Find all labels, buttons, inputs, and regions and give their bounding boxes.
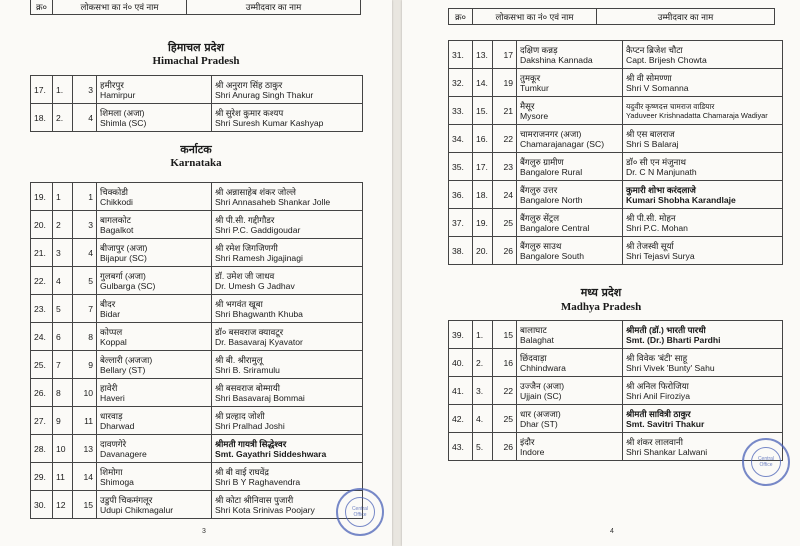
serial-number: 18. [31,104,53,132]
constituency-number: 22 [493,125,517,153]
serial-number: 22. [31,267,53,295]
state-serial: 9 [53,407,73,435]
table-row [449,349,783,377]
candidate-name-hindi: श्री बसवराज बोम्मायी [215,382,280,393]
state-serial: 11 [53,463,73,491]
constituency-name-english: Dharwad [100,420,135,431]
state-serial: 13. [473,41,493,69]
table-row [31,491,363,519]
candidate-name [623,377,783,405]
constituency-name [97,104,212,132]
state-serial: 10 [53,435,73,463]
constituency-name [97,183,212,211]
table-row [31,463,363,491]
table-row [31,76,363,104]
candidate-name [623,41,783,69]
serial-number: 19. [31,183,53,211]
constituency-name-english: Koppal [100,336,127,347]
candidate-name [212,295,363,323]
table-row [449,237,783,265]
state-serial: 4. [473,405,493,433]
constituency-name-english: Bangalore Central [520,222,590,233]
serial-number: 28. [31,435,53,463]
state-title-hindi: मध्य प्रदेश [580,286,622,299]
candidate-name-english: Shri Annasaheb Shankar Jolle [215,196,331,207]
candidate-name-english: Dr. Basavaraj Kyavator [215,336,303,347]
constituency-number: 3 [73,211,97,239]
candidate-name-hindi: श्री कोटा श्रीनिवास पुजारी [215,494,294,505]
constituency-name-english: Gulbarga (SC) [100,280,156,291]
header-candidate: उम्मीदवार का नाम [187,0,361,15]
candidate-name-english: Shri V Somanna [626,82,689,93]
constituency-name [517,321,623,349]
candidate-name [623,321,783,349]
candidate-name [623,237,783,265]
constituency-name-english: Udupi Chikmagalur [100,504,174,515]
serial-number: 37. [449,209,473,237]
candidate-name-english: Dr. C N Manjunath [626,166,697,177]
state-serial: 5 [53,295,73,323]
karnataka-table-continued [448,40,783,265]
candidate-name-hindi: श्री रमेश जिगजिणगी [215,242,278,253]
state-serial: 4 [53,267,73,295]
constituency-name-hindi: छिंदवाड़ा [520,352,547,363]
state-serial: 3. [473,377,493,405]
candidate-name-english: Smt. Savitri Thakur [626,418,705,429]
constituency-name-english: Bangalore North [520,194,583,205]
table-row [449,377,783,405]
candidate-name [212,183,363,211]
constituency-name [517,209,623,237]
constituency-number: 4 [73,239,97,267]
candidate-name [212,267,363,295]
page-number: 3 [202,528,206,535]
table-row [31,267,363,295]
constituency-number: 25 [493,405,517,433]
candidate-name-hindi: श्री वी सोमण्णा [626,72,672,83]
constituency-number: 9 [73,351,97,379]
constituency-name-hindi: बैंगलुरु उत्तर [520,184,558,195]
candidate-name-english: Shri S Balaraj [626,138,679,149]
table-row [31,351,363,379]
constituency-name-english: Bijapur (SC) [100,252,147,263]
state-serial: 16. [473,125,493,153]
constituency-name-english: Chamarajanagar (SC) [520,138,605,149]
constituency-name [97,239,212,267]
candidate-name-english: Shri Suresh Kumar Kashyap [215,117,324,128]
column-header [448,8,775,25]
candidate-name-english: Kumari Shobha Karandlaje [626,194,736,205]
constituency-number: 15 [493,321,517,349]
state-serial: 18. [473,181,493,209]
constituency-name-english: Haveri [100,392,125,403]
constituency-name [517,97,623,125]
stamp-text: Central Office [351,506,369,518]
table-row [31,379,363,407]
constituency-name [517,41,623,69]
constituency-number: 15 [73,491,97,519]
constituency-number: 26 [493,433,517,461]
himachal-table [30,75,363,132]
constituency-name-hindi: दक्षिण कन्नड़ [520,44,558,55]
candidate-name-hindi: कुमारी शोभा करंदलाजे [626,184,696,195]
candidate-name-english: Shri Vivek 'Bunty' Sahu [626,362,715,373]
office-seal-stamp [336,488,384,536]
constituency-name-hindi: दावणगेरे [100,438,127,449]
table-row [449,181,783,209]
table-row [449,125,783,153]
candidate-name-hindi: श्रीमती गायत्री सिद्धेश्वर [215,438,287,449]
candidate-name-hindi: श्री तेजस्वी सूर्या [626,240,674,251]
serial-number: 30. [31,491,53,519]
table-row [31,323,363,351]
serial-number: 20. [31,211,53,239]
constituency-number: 7 [73,295,97,323]
constituency-name-english: Ujjain (SC) [520,390,562,401]
table-row [449,209,783,237]
header-constituency: लोकसभा का नं० एवं नाम [53,0,187,15]
constituency-number: 14 [73,463,97,491]
candidate-name-hindi: श्री पी.सी. मोहन [626,212,676,223]
constituency-name-hindi: कोप्पल [100,326,123,337]
candidate-name-hindi: श्रीमती सावित्री ठाकुर [626,408,691,419]
candidate-name-hindi: डॉ० बसवराज क्यावटूर [215,326,284,337]
state-title-hindi: कर्नाटक [180,143,212,156]
constituency-number: 24 [493,181,517,209]
candidate-name [623,125,783,153]
constituency-number: 5 [73,267,97,295]
state-serial: 19. [473,209,493,237]
constituency-name-english: Balaghat [520,334,554,345]
candidate-name-hindi: श्री प्रल्हाद जोशी [215,410,265,421]
table-row [31,211,363,239]
candidate-name-hindi: श्री बी वाई राघवेंद्र [215,466,269,477]
constituency-number: 19 [493,69,517,97]
candidate-name-english: Shri P.C. Gaddigoudar [215,224,301,235]
constituency-name-hindi: बालाघाट [520,324,547,335]
state-serial: 2. [53,104,73,132]
table-row [31,435,363,463]
state-serial: 1. [473,321,493,349]
candidate-name-english: Smt. Gayathri Siddeshwara [215,448,327,459]
candidate-name [623,405,783,433]
serial-number: 43. [449,433,473,461]
constituency-name [517,433,623,461]
constituency-name [97,76,212,104]
constituency-name-english: Bangalore South [520,250,585,261]
constituency-number: 17 [493,41,517,69]
constituency-name-hindi: बीदर [100,298,116,309]
candidate-name-english: Shri Kota Srinivas Poojary [215,504,315,515]
table-row [449,153,783,181]
table-row [449,41,783,69]
candidate-name [212,463,363,491]
table-row [449,405,783,433]
constituency-name-hindi: उज्जैन (अजा) [520,380,565,391]
constituency-number: 10 [73,379,97,407]
constituency-name-hindi: बैंगलुरु सेंट्रल [520,212,560,223]
constituency-name-hindi: चामराजनगर (अजा) [520,128,582,139]
constituency-name-english: Chhindwara [520,362,566,373]
state-serial: 2. [473,349,493,377]
constituency-name [97,351,212,379]
candidate-name-english: Dr. Umesh G Jadhav [215,280,295,291]
constituency-name-hindi: बैंगलुरु साउथ [520,240,562,251]
constituency-number: 22 [493,377,517,405]
constituency-name-hindi: बागलकोट [100,214,131,225]
table-row [31,407,363,435]
serial-number: 42. [449,405,473,433]
candidate-name [623,97,783,125]
candidate-name-hindi: यदुवीर कृष्णदत्त चामराज वाडियार [626,101,715,111]
stamp-text: Central Office [757,456,775,468]
candidate-name [623,209,783,237]
constituency-name-hindi: हावेरी [100,382,118,393]
constituency-name-english: Chikkodi [100,196,133,207]
constituency-name-english: Hamirpur [100,89,136,100]
candidate-name-english: Shri Shankar Lalwani [626,446,708,457]
constituency-number: 11 [73,407,97,435]
table-row [449,321,783,349]
constituency-number: 13 [73,435,97,463]
candidate-name-hindi: श्री अन्नासाहेब शंकर जोल्ले [215,186,296,197]
constituency-name [97,407,212,435]
constituency-name-english: Shimoga [100,476,134,487]
state-serial: 15. [473,97,493,125]
madhya-pradesh-table [448,320,783,461]
constituency-number: 16 [493,349,517,377]
candidate-name [212,104,363,132]
candidate-name [212,435,363,463]
constituency-name [517,181,623,209]
constituency-name [97,463,212,491]
candidate-name [623,153,783,181]
constituency-name-hindi: शिमोगा [100,466,123,477]
constituency-name [97,435,212,463]
candidate-name-english: Shri Anurag Singh Thakur [215,89,314,100]
table-row [449,69,783,97]
state-serial: 5. [473,433,493,461]
constituency-name-hindi: शिमला (अजा) [100,107,145,118]
constituency-number: 23 [493,153,517,181]
page-3 [0,0,392,546]
candidate-name-hindi: श्री एस बालराज [626,128,675,139]
serial-number: 23. [31,295,53,323]
table-row [31,239,363,267]
constituency-name-hindi: इंदौर [520,436,535,447]
constituency-name-english: Bangalore Rural [520,166,583,177]
constituency-number: 4 [73,104,97,132]
constituency-name-hindi: चिक्कोडी [100,186,129,197]
candidate-name-english: Shri Ramesh Jigajinagi [215,252,303,263]
constituency-name [517,153,623,181]
constituency-name-english: Bidar [100,308,121,319]
candidate-name [623,349,783,377]
state-title-english: Himachal Pradesh [152,55,240,67]
table-row [449,433,783,461]
table-row [31,183,363,211]
candidate-name-english: Capt. Brijesh Chowta [626,54,707,65]
candidate-name-english: Shri P.C. Mohan [626,222,688,233]
candidate-name [212,379,363,407]
constituency-name-hindi: धार (अजजा) [520,408,561,419]
constituency-name-english: Bellary (ST) [100,364,146,375]
constituency-name [97,267,212,295]
serial-number: 38. [449,237,473,265]
constituency-name-hindi: गुलबर्गा (अजा) [100,270,146,281]
constituency-name [97,323,212,351]
state-title-english: Karnataka [170,157,222,169]
candidate-name [212,211,363,239]
candidate-name-hindi: श्री पी.सी. गद्दीगौडर [215,214,275,225]
serial-number: 33. [449,97,473,125]
candidate-name-english: Yaduveer Krishnadatta Chamaraja Wadiyar [626,110,768,120]
constituency-number: 21 [493,97,517,125]
constituency-name-english: Dakshina Kannada [520,54,593,65]
serial-number: 35. [449,153,473,181]
table-row [449,97,783,125]
serial-number: 41. [449,377,473,405]
header-serial: क्र० [31,0,53,15]
serial-number: 36. [449,181,473,209]
state-title-english: Madhya Pradesh [560,301,642,313]
constituency-name-hindi: तुमकूर [520,72,541,83]
candidate-name [623,181,783,209]
state-serial: 1. [53,76,73,104]
constituency-name [517,69,623,97]
candidate-name-hindi: डॉ० सी एन मंजुनाथ [626,156,687,167]
karnataka-table [30,182,363,519]
candidate-name-hindi: श्री बी. श्रीरामुलू [215,354,263,365]
candidate-name-english: Shri Basavaraj Bommai [215,392,305,403]
serial-number: 40. [449,349,473,377]
candidate-name-english: Shri Bhagwanth Khuba [215,308,303,319]
page-number: 4 [610,528,614,535]
constituency-name-hindi: मैसूर [520,100,535,111]
constituency-number: 3 [73,76,97,104]
constituency-name [517,377,623,405]
constituency-name-english: Indore [520,446,545,457]
candidate-name-hindi: कैप्टन ब्रिजेश चौटा [626,44,683,55]
constituency-name-hindi: बैंगलुरु ग्रामीण [520,156,564,167]
candidate-name-english: Shri B Y Raghavendra [215,476,301,487]
state-serial: 20. [473,237,493,265]
constituency-name-english: Tumkur [520,82,549,93]
serial-number: 39. [449,321,473,349]
candidate-name [623,69,783,97]
candidate-name-hindi: डॉ. उमेश जी जाधव [215,270,275,281]
candidate-name-english: Shri B. Sriramulu [215,364,280,375]
candidate-name-english: Shri Anil Firoziya [626,390,690,401]
constituency-name [517,237,623,265]
table-row [31,104,363,132]
office-seal-stamp [742,438,790,486]
serial-number: 34. [449,125,473,153]
candidate-name [212,76,363,104]
constituency-name-hindi: बेल्लारी (अजजा) [100,354,153,365]
serial-number: 17. [31,76,53,104]
state-serial: 7 [53,351,73,379]
state-serial: 12 [53,491,73,519]
serial-number: 26. [31,379,53,407]
constituency-name-english: Mysore [520,110,549,121]
candidate-name [212,239,363,267]
table-row [31,295,363,323]
constituency-name-english: Bagalkot [100,224,134,235]
candidate-name-english: Smt. (Dr.) Bharti Pardhi [626,334,721,345]
constituency-name [97,295,212,323]
state-serial: 2 [53,211,73,239]
constituency-name [97,211,212,239]
state-title-hindi: हिमाचल प्रदेश [168,41,224,54]
candidate-name-hindi: श्री शंकर लालवानी [626,436,683,447]
constituency-name-english: Davanagere [100,448,147,459]
candidate-name [212,351,363,379]
serial-number: 29. [31,463,53,491]
constituency-name-hindi: बीजापुर (अजा) [100,242,148,253]
page-4 [402,0,800,546]
candidate-name-hindi: श्री अनुराग सिंह ठाकुर [215,79,283,90]
serial-number: 24. [31,323,53,351]
candidate-name-hindi: श्री अनिल फिरोजिया [626,380,689,391]
candidate-name [212,323,363,351]
candidate-name-english: Shri Tejasvi Surya [626,250,695,261]
constituency-name [97,379,212,407]
header-candidate: उम्मीदवार का नाम [597,9,775,25]
constituency-name-hindi: उडुपी चिकमंगलूर [100,494,153,505]
state-serial: 8 [53,379,73,407]
candidate-name-english: Shri Pralhad Joshi [215,420,285,431]
constituency-number: 26 [493,237,517,265]
column-header [30,0,361,15]
state-serial: 3 [53,239,73,267]
constituency-name-hindi: धारवाड़ [100,410,123,421]
candidate-name-hindi: श्रीमती (डॉ.) भारती पारधी [626,324,706,335]
constituency-name-english: Dhar (ST) [520,418,558,429]
serial-number: 32. [449,69,473,97]
constituency-number: 8 [73,323,97,351]
candidate-name-hindi: श्री विवेक 'बंटी' साहू [626,352,688,363]
constituency-name [517,405,623,433]
state-serial: 17. [473,153,493,181]
state-serial: 14. [473,69,493,97]
header-constituency: लोकसभा का नं० एवं नाम [473,9,597,25]
constituency-name [517,125,623,153]
serial-number: 27. [31,407,53,435]
header-serial: क्र० [449,9,473,25]
candidate-name-hindi: श्री भगवंत खूबा [215,298,263,309]
constituency-number: 25 [493,209,517,237]
candidate-name [212,407,363,435]
constituency-name [517,349,623,377]
serial-number: 31. [449,41,473,69]
constituency-name [97,491,212,519]
constituency-name-english: Shimla (SC) [100,117,147,128]
serial-number: 21. [31,239,53,267]
constituency-number: 1 [73,183,97,211]
state-serial: 1 [53,183,73,211]
serial-number: 25. [31,351,53,379]
constituency-name-hindi: हमीरपुर [100,79,124,90]
candidate-name-hindi: श्री सुरेश कुमार कश्यप [215,107,284,118]
state-serial: 6 [53,323,73,351]
